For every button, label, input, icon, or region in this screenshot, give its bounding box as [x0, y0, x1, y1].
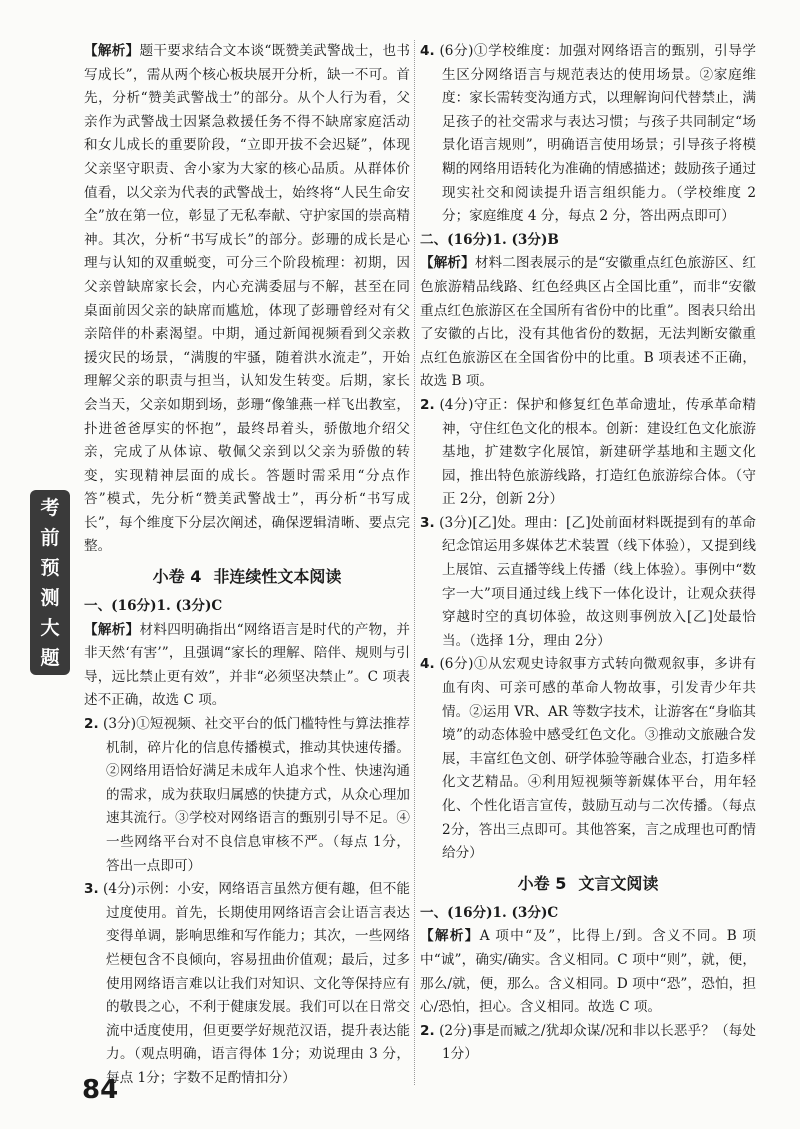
- item-text: (2分)事是而臧之/犹却众谋/况和非以长恶乎？（每处 1分）: [439, 1022, 756, 1063]
- section-name: 文言文阅读: [578, 873, 659, 893]
- section-title-5: [420, 868, 756, 900]
- sidebar-char: 考: [40, 496, 60, 519]
- item-number: 4.: [420, 43, 435, 59]
- sidebar-char: 前: [40, 526, 60, 549]
- answer-item: [420, 394, 756, 512]
- sidebar-char: 预: [40, 556, 60, 579]
- analysis-text: A 项中“及”，比得上/到。含义不同。B 项中“诚”，确实/确实。含义相同。C 项中“则”，就，便，那么/就，便，那么。含义相同。D 项中“恐”，恐怕，担心/恐怕，担心。含义相同。故选 C 项。: [420, 928, 756, 1016]
- answer-item: [420, 40, 756, 229]
- analysis-text: 题干要求结合文本谈“既赞美武警战士，也书写成长”，需从两个核心板块展开分析，缺一不可。首先，分析“赞美武警战士”的部分。从个人行为看，父亲作为武警战士因紧急救援任务不得不缺席家庭活动和女儿成长的重要阶段，“立即开拔不会迟疑”，体现父亲坚守职责、舍小家为大家的核心品质。从群体价值看，以父亲为代表的武警战士，始终将“人民生命安全”放在第一位，彰显了无私奉献、守护家国的崇高精神。其次，分析“书写成长”的部分。彭珊的成长是心理与认知的双重蜕变，可分三个阶段梳理：初期，因父亲曾缺席家长会，内心充满委屈与不解，甚至在同桌面前因父亲的缺席而尴尬，体现了彭珊曾经对有父亲陪伴的朴素渴望。中期，通过新闻视频看到父亲救援灾民的场景，“满腹的牢骚，随着洪水流走”，开始理解父亲的职责与担当，认知发生转变。后期，家长会当天，父亲如期到场，彭珊“像雏燕一样飞出教室，扑进爸爸厚实的怀抱”，最终昂着头，骄傲地介绍父亲，完成了从体谅、敬佩父亲到以父亲为骄傲的转变，实现精神层面的成长。答题时需采用“分点作答”模式，先分析“赞美武警战士”，再分析“书写成长”，每个维度下分层次阐述，确保逻辑清晰、要点完整。: [84, 43, 411, 555]
- analysis-tag: 【解析】: [84, 43, 140, 59]
- item-text: (4分)守正：保护和修复红色革命遗址，传承革命精神，守住红色文化的根本。创新：建设红色文化旅游基地，扩建数字化展馆，新建研学基地和主题文化园，推出特色旅游线路，打造红色旅游综合体。（守正 2分，创新 2分）: [439, 396, 756, 508]
- question-heading: 二、(16分)1. (3分)B: [420, 231, 559, 248]
- item-number: 4.: [420, 656, 435, 673]
- left-column: [84, 40, 410, 1091]
- column-divider: [414, 40, 415, 1085]
- intro-analysis: [84, 40, 410, 559]
- item-number: 2.: [84, 716, 99, 733]
- sidebar-char: 大: [40, 616, 60, 639]
- right-column: [420, 40, 756, 1067]
- item-text: (4分)示例：小安，网络语言虽然方便有趣，但不能过度使用。首先，长期使用网络语言会让语言表达变得单调，影响思维和写作能力；其次，一些网络烂梗包含不良倾向，容易扭曲价值观；最后，过多使用网络语言难以让我们对知识、文化等保持应有的敬畏之心，不利于健康发展。我们可以在日常交流中适度使用，但更要学好规范汉语，提升表达能力。（观点明确，语言得体 1分；劝说理由 3 分，每点 1分；字数不足酌情扣分）: [103, 881, 410, 1086]
- answer-item: [420, 1020, 756, 1067]
- section-label: 小卷 5: [517, 873, 567, 893]
- question-heading: 一、(16分)1. (3分)C: [420, 904, 559, 921]
- answer-analysis: [420, 925, 756, 1019]
- question-heading: 一、(16分)1. (3分)C: [84, 598, 223, 615]
- item-text: (3分)[乙]处。理由：[乙]处前面材料既提到有的革命纪念馆运用多媒体艺术装置（线下体验），又提到线上展馆、云直播等线上传播（线上体验）。事例中“数字一大”项目通过线上线下一体化设计，让观众获得穿越时空的真切体验，故这则事例放入[乙]处最恰当。（选择 1分，理由 2分）: [439, 514, 756, 649]
- section-name: 非连续性文本阅读: [213, 567, 342, 587]
- item-text: (3分)①短视频、社交平台的低门槛特性与算法推荐机制，碎片化的信息传播模式，推动其快速传播。②网络用语恰好满足未成年人追求个性、快速沟通的需求，成为获取归属感的快捷方式，从众心理加速其流行。③学校对网络语言的甄别引导不足。④一些网络平台对不良信息审核不严。（每点 1分，答出一点即可）: [103, 716, 410, 874]
- page-number: 84: [82, 1075, 119, 1105]
- section-title-4: [84, 561, 410, 593]
- answer-analysis: [420, 252, 756, 394]
- sidebar-tab: [30, 490, 70, 675]
- answer-item: [84, 713, 410, 878]
- item-number: 2.: [420, 1022, 435, 1039]
- answer-item: [420, 653, 756, 865]
- analysis-text: 材料四明确指出“网络语言是时代的产物，并非天然‘有害’”，且强调“家长的理解、陪伴、规则与引导，远比禁止更有效”，并非“必须坚决禁止”。C 项表述不正确，故选 C 项。: [84, 621, 411, 709]
- analysis-tag: 【解析】: [420, 928, 480, 945]
- item-number: 3.: [84, 881, 99, 898]
- item-number: 3.: [420, 514, 435, 531]
- item-text: (6分)①学校维度：加强对网络语言的甄别，引导学生区分网络语言与规范表达的使用场景。②家庭维度：家长需转变沟通方式，以理解询问代替禁止，满足孩子的社交需求与表达习惯；与孩子共同制定“场景化语言规则”，明确语言使用场景；引导孩子将模糊的网络用语转化为准确的情感描述；鼓励孩子通过现实社交和阅读提升语言组织能力。（学校维度 2分；家庭维度 4 分，每点 2 分，答出两点即可）: [439, 43, 756, 225]
- answer-item: [420, 512, 756, 654]
- section-label: 小卷 4: [152, 567, 202, 587]
- item-text: (6分)①从宏观史诗叙事方式转向微观叙事，多讲有血有肉、可亲可感的革命人物故事，引发青少年共情。②运用 VR、AR 等数字技术，让游客在“身临其境”的动态体验中感受红色文化。③推动文旅融合发展，丰富红色文创、研学体验等融合业态，打造多样化文艺精品。④利用短视频等新媒体平台，用年轻化、个性化语言宣传，鼓励互动与二次传播。（每点 2分，答出三点即可。其他答案，言之成理也可酌情给分）: [439, 656, 756, 862]
- sidebar-char: 测: [40, 586, 60, 609]
- analysis-text: 材料二图表展示的是“安徽重点红色旅游区、红色旅游精品线路、红色经典区占全国比重”，而非“安徽重点红色旅游区在全国所有省份中的比重”。图表只给出了安徽的占比，没有其他省份的数据，无法判断安徽重点红色旅游区在全国省份中的比重。B 项表述不正确，故选 B 项。: [420, 255, 756, 390]
- analysis-tag: 【解析】: [420, 255, 475, 272]
- answer-item: [84, 878, 410, 1090]
- sidebar-char: 题: [40, 646, 60, 669]
- item-number: 2.: [420, 396, 435, 413]
- analysis-tag: 【解析】: [84, 621, 140, 638]
- answer-analysis: [84, 619, 410, 713]
